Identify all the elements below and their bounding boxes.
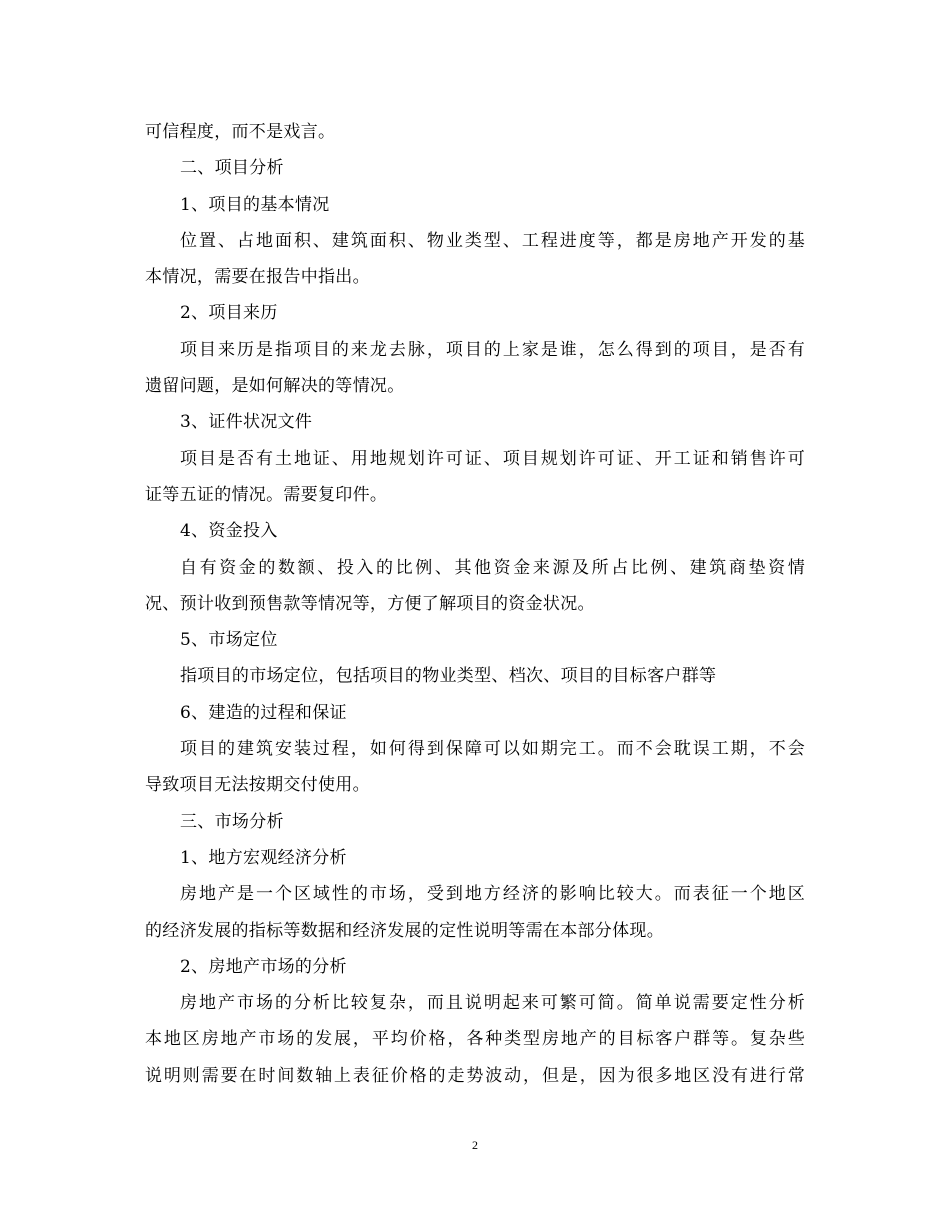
paragraph-line: 房地产是一个区域性的市场，受到地方经济的影响比较大。而表征一个地区 — [180, 884, 805, 905]
subsection-heading: 1、项目的基本情况 — [180, 194, 330, 215]
subsection-heading: 6、建造的过程和保证 — [180, 702, 347, 723]
paragraph-line: 导致项目无法按期交付使用。 — [145, 775, 370, 796]
paragraph-line: 可信程度，而不是戏言。 — [145, 122, 336, 142]
paragraph-line: 遗留问题，是如何解决的等情况。 — [145, 376, 405, 397]
paragraph-line: 项目的建筑安装过程，如何得到保障可以如期完工。而不会耽误工期，不会 — [180, 739, 805, 760]
paragraph-line: 自有资金的数额、投入的比例、其他资金来源及所占比例、建筑商垫资情 — [180, 557, 805, 578]
paragraph-line: 况、预计收到预售款等情况等，方便了解项目的资金状况。 — [145, 593, 595, 614]
section-heading: 二、项目分析 — [180, 158, 284, 179]
paragraph-line: 本地区房地产市场的发展，平均价格，各种类型房地产的目标客户群等。复杂些 — [145, 1029, 805, 1050]
paragraph-line: 本情况，需要在报告中指出。 — [145, 267, 370, 288]
subsection-heading: 2、项目来历 — [180, 303, 278, 324]
paragraph-line: 证等五证的情况。需要复印件。 — [145, 484, 388, 505]
subsection-heading: 3、证件状况文件 — [180, 412, 313, 433]
paragraph-line: 项目来历是指项目的来龙去脉，项目的上家是谁，怎么得到的项目，是否有 — [180, 339, 805, 360]
subsection-heading: 4、资金投入 — [180, 521, 278, 542]
paragraph-line: 指项目的市场定位，包括项目的物业类型、档次、项目的目标客户群等 — [180, 666, 717, 687]
paragraph-line: 房地产市场的分析比较复杂，而且说明起来可繁可简。简单说需要定性分析 — [180, 993, 805, 1014]
subsection-heading: 5、市场定位 — [180, 630, 278, 651]
subsection-heading: 2、房地产市场的分析 — [180, 956, 347, 977]
paragraph-line: 说明则需要在时间数轴上表征价格的走势波动，但是，因为很多地区没有进行常 — [145, 1065, 805, 1086]
paragraph-line: 位置、占地面积、建筑面积、物业类型、工程进度等，都是房地产开发的基 — [180, 230, 805, 251]
section-heading: 三、市场分析 — [180, 811, 284, 832]
paragraph-line: 的经济发展的指标等数据和经济发展的定性说明等需在本部分体现。 — [145, 920, 664, 941]
document-body — [145, 114, 805, 1094]
page-number: 2 — [472, 1138, 478, 1152]
paragraph-line: 项目是否有土地证、用地规划许可证、项目规划许可证、开工证和销售许可 — [180, 448, 805, 469]
subsection-heading: 1、地方宏观经济分析 — [180, 847, 347, 868]
